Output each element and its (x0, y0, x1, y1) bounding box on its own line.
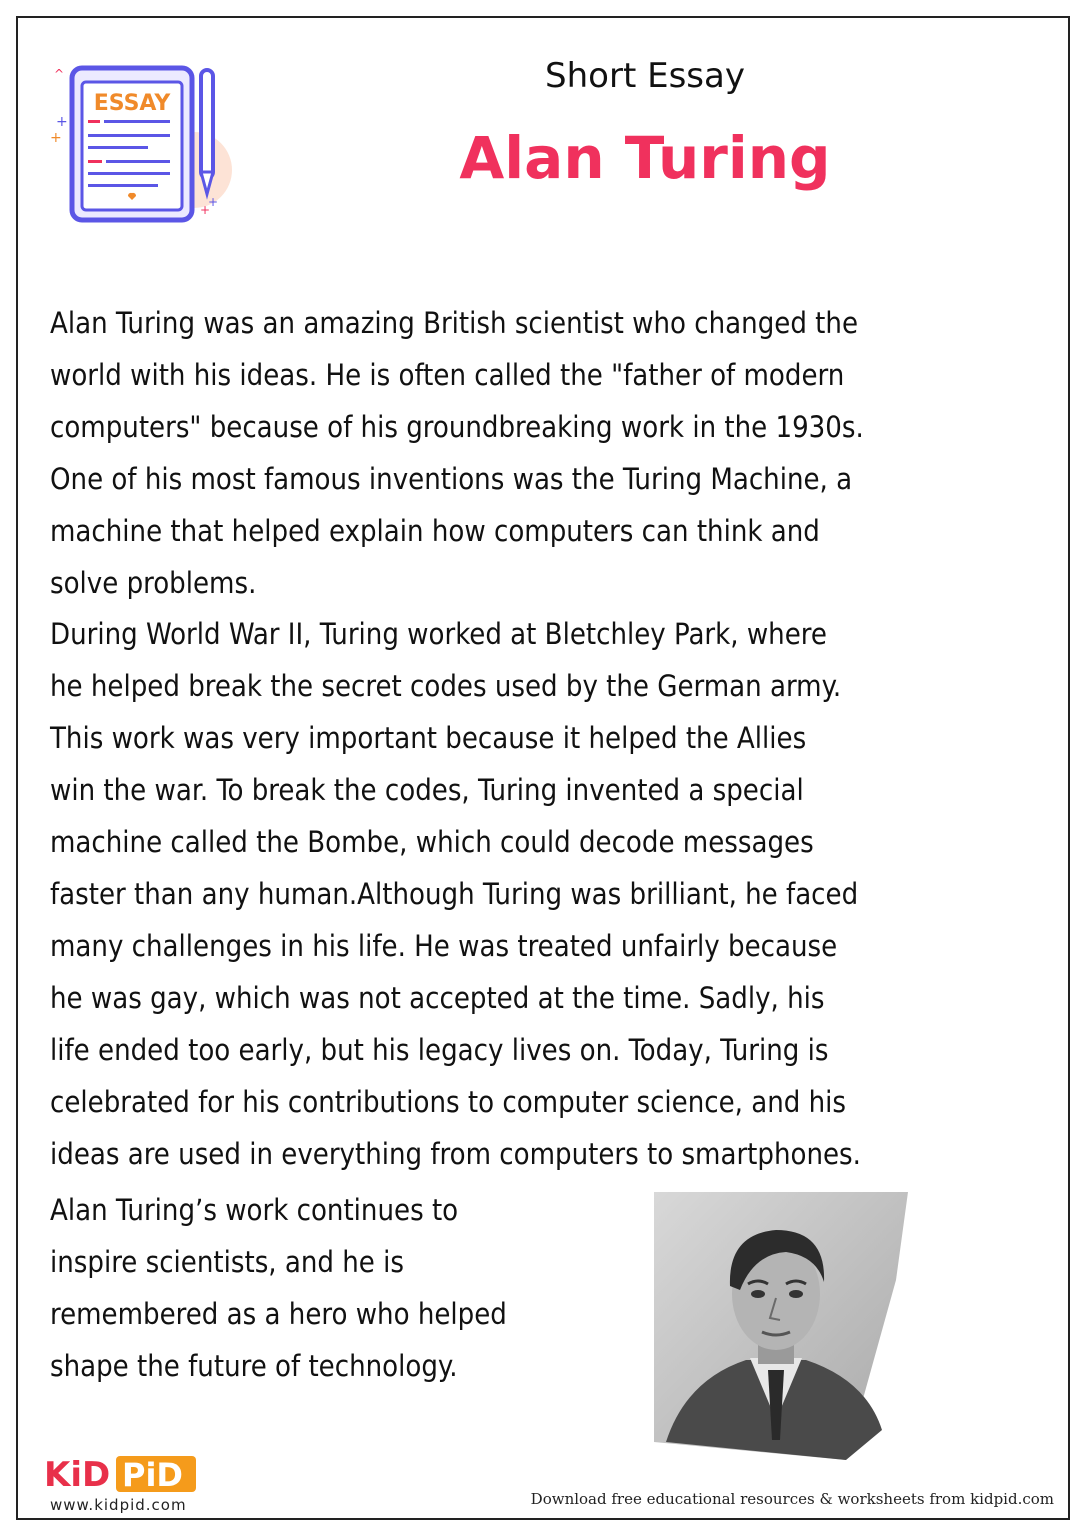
footer-note: Download free educational resources & worksheets from kidpid.com (530, 1490, 1054, 1508)
essay-line: faster than any human.Although Turing was brilliant, he faced (50, 877, 859, 911)
svg-text:+: + (208, 195, 219, 209)
svg-text:^: ^ (54, 67, 65, 81)
essay-icon-label: ESSAY (93, 91, 171, 116)
essay-subtitle: Short Essay (545, 56, 745, 96)
essay-paragraph-2 (50, 608, 861, 1180)
essay-title: Alan Turing (459, 124, 831, 192)
essay-line: solve problems. (50, 566, 257, 600)
essay-clipboard-icon (44, 60, 244, 240)
essay-line: he helped break the secret codes used by the German army. (50, 669, 842, 703)
kidpid-logo (44, 1452, 204, 1494)
essay-line: many challenges in his life. He was treated unfairly because (50, 929, 838, 963)
logo-text-kid: KiD (44, 1455, 111, 1494)
essay-paragraph-1 (50, 297, 864, 609)
essay-line: world with his ideas. He is often called the "father of modern (50, 358, 845, 392)
logo-url[interactable]: www.kidpid.com (50, 1496, 187, 1514)
essay-line: celebrated for his contributions to computer science, and his (50, 1085, 846, 1119)
essay-line: remembered as a hero who helped (50, 1297, 507, 1331)
essay-line: Alan Turing’s work continues to (50, 1193, 459, 1227)
essay-line: he was gay, which was not accepted at the time. Sadly, his (50, 981, 825, 1015)
essay-line: machine that helped explain how computers can think and (50, 514, 820, 548)
essay-line: life ended too early, but his legacy lives on. Today, Turing is (50, 1033, 829, 1067)
svg-text:+: + (56, 114, 68, 130)
svg-text:+: + (50, 130, 62, 146)
essay-line: One of his most famous inventions was the Turing Machine, a (50, 462, 853, 496)
alan-turing-portrait (646, 1190, 908, 1470)
essay-paragraph-3 (50, 1184, 507, 1392)
logo-text-pid: PiD (122, 1456, 183, 1494)
essay-line: inspire scientists, and he is (50, 1245, 404, 1279)
svg-text:+: + (200, 203, 211, 217)
essay-line: This work was very important because it helped the Allies (50, 721, 807, 755)
essay-line: machine called the Bombe, which could decode messages (50, 825, 814, 859)
essay-line: Alan Turing was an amazing British scientist who changed the (50, 306, 859, 340)
essay-line: ideas are used in everything from computers to smartphones. (50, 1137, 861, 1171)
essay-line: computers" because of his groundbreaking work in the 1930s. (50, 410, 864, 444)
essay-line: shape the future of technology. (50, 1349, 458, 1383)
essay-line: win the war. To break the codes, Turing invented a special (50, 773, 804, 807)
essay-line: During World War II, Turing worked at Bletchley Park, where (50, 617, 827, 651)
